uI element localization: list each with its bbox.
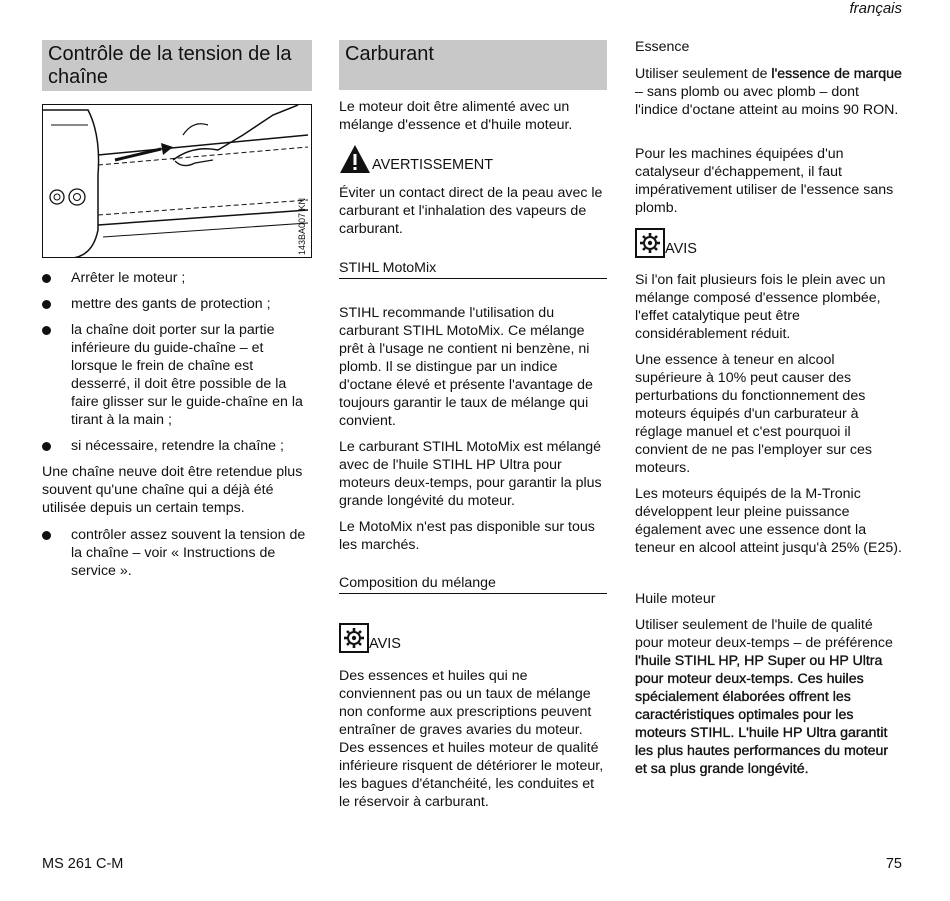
list-item: la chaîne doit porter sur la partie inférieure du guide-chaîne – et lorsque le frein de chaîne est desserré, il doit être possible de la faire glisser sur le guide-chaîne en la tirant à la main ; — [42, 321, 312, 429]
essence-paragraph-1: Utiliser seulement de l'essence de marque – sans plomb ou avec plomb – dont l'indice d'octane atteint au moins 90 RON. — [635, 66, 902, 118]
motomix-paragraph-1: STIHL recommande l'utilisation du carburant STIHL MotoMix. Ce mélange prêt à l'usage ne contient ni benzène, ni plomb. Il se distingue par un indice d'octane élevé et présente l'avantage de toujours garantir le taux de mélange qui convient. — [339, 305, 593, 429]
bullet-icon — [42, 326, 51, 335]
paragraph: Une chaîne neuve doit être retendue plus souvent qu'une chaîne qui a déjà été utilisée depuis un certain temps. — [42, 464, 303, 516]
avis-label: AVIS — [369, 636, 401, 652]
section-title-text: Carburant — [345, 43, 434, 65]
chain-illustration-svg — [43, 105, 312, 258]
figure-code: 143BA007 KN — [297, 197, 307, 255]
fuel-intro: Le moteur doit être alimenté avec un mélange d'essence et d'huile moteur. — [339, 99, 573, 133]
bullet-icon — [42, 274, 51, 283]
motomix-paragraph-3: Le MotoMix n'est pas disponible sur tous les marchés. — [339, 519, 595, 553]
bullet-icon — [42, 300, 51, 309]
section-title-fuel — [339, 40, 607, 90]
gear-notice-icon — [339, 623, 369, 653]
essence-heading: Essence — [635, 39, 690, 55]
section-title-chain-tension — [42, 40, 312, 91]
warning-heading — [339, 144, 607, 174]
composition-heading: Composition du mélange — [339, 574, 607, 594]
warning-label: AVERTISSEMENT — [372, 157, 494, 173]
list-item: contrôler assez souvent la tension de la chaîne – voir « Instructions de service ». — [42, 526, 312, 580]
chain-tension-illustration — [42, 104, 312, 258]
section-title-text: Contrôle de la tension de la chaîne — [48, 43, 292, 88]
bullet-icon — [42, 442, 51, 451]
footer-model: MS 261 C-M — [42, 856, 124, 872]
avis-text: Des essences et huiles qui ne conviennent pas ou un taux de mélange non conforme aux prescriptions peuvent entraîner de graves avaries du moteur. Des essences et huiles moteur de qualité inférieure risquent de détériorer le moteur, les bagues d'étanchéité, les conduites et le réservoir à carburant. — [339, 668, 604, 810]
list-item: Arrêter le moteur ; — [42, 269, 312, 287]
gear-notice-icon — [635, 228, 665, 258]
avis-paragraph-3: Les moteurs équipés de la M-Tronic développent leur pleine puissance également avec une essence dont la teneur en alcool atteint jusqu'à 25% (E25). — [635, 486, 902, 556]
list-item: mettre des gants de protection ; — [42, 295, 312, 313]
huile-paragraph: Utiliser seulement de l'huile de qualité pour moteur deux-temps – de préférence l'huile STIHL HP, HP Super ou HP Ultra pour moteur deux-temps. Ces huiles spécialement élaborées offrent les caractéristiques optimales pour les moteurs STIHL. L'huile HP Ultra garantit les plus hautes performances du moteur et sa plus grande longévité. — [635, 617, 893, 777]
page-number: 75 — [885, 856, 902, 872]
motomix-heading: STIHL MotoMix — [339, 259, 607, 279]
bullet-icon — [42, 531, 51, 540]
huile-heading: Huile moteur — [635, 591, 716, 607]
list-item: si nécessaire, retendre la chaîne ; — [42, 437, 312, 455]
warning-text: Éviter un contact direct de la peau avec le carburant et l'inhalation des vapeurs de carburant. — [339, 185, 603, 237]
avis-heading — [635, 228, 903, 258]
avis-heading — [339, 623, 607, 653]
motomix-paragraph-2: Le carburant STIHL MotoMix est mélangé avec de l'huile STIHL HP Ultra pour moteurs deux-temps, pour garantir la plus grande longévité du moteur. — [339, 439, 602, 509]
essence-paragraph-2: Pour les machines équipées d'un catalyseur d'échappement, il faut impérativement utiliser de l'essence sans plomb. — [635, 146, 894, 216]
warning-triangle-icon — [339, 144, 371, 174]
bullet-list-1 — [42, 269, 312, 580]
language-label: français — [849, 0, 902, 17]
avis-paragraph-1: Si l'on fait plusieurs fois le plein avec un mélange composé d'essence plombée, l'effet catalytique peut être considérablement réduit. — [635, 272, 886, 342]
avis-paragraph-2: Une essence à teneur en alcool supérieure à 10% peut causer des perturbations du fonctionnement des moteurs équipés d'un carburateur à réglage manuel et c'est pourquoi il convient de ne pas l'employer sur ces moteurs. — [635, 352, 872, 476]
avis-label: AVIS — [665, 241, 697, 257]
